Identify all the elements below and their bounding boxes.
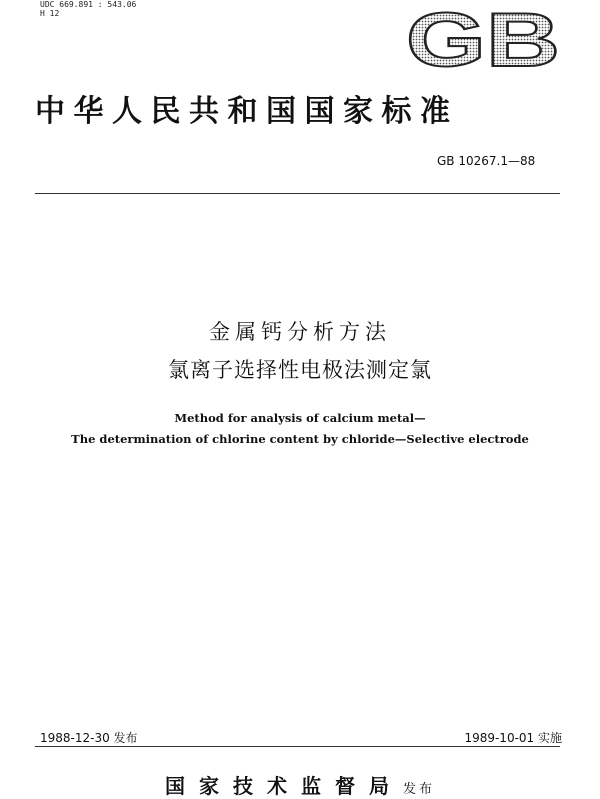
title-en-line2: The determination of chlorine content by chloride—Selective electrode bbox=[71, 432, 529, 446]
udc-code: UDC 669.891 : 543.06 bbox=[40, 0, 137, 9]
standard-number: GB 10267.1—88 bbox=[437, 154, 536, 168]
title-cn-line2: 氯离子选择性电极法测定氯 bbox=[168, 358, 432, 382]
title-en-line1: Method for analysis of calcium metal— bbox=[174, 411, 426, 425]
issuer-line bbox=[0, 770, 600, 799]
standard-name: 中华人民共和国国家标准 bbox=[35, 94, 459, 129]
issue-date: 1988-12-30 发布 bbox=[40, 731, 138, 745]
gb-logo bbox=[403, 8, 563, 70]
issuer-name: 国家技术监督局 bbox=[164, 774, 403, 798]
footer-divider bbox=[35, 746, 560, 747]
gb-logo-text: GB bbox=[406, 8, 560, 70]
header-divider bbox=[35, 193, 560, 194]
classification-block bbox=[40, 0, 136, 18]
issuer-suffix: 发布 bbox=[402, 782, 435, 797]
class-code: H 12 bbox=[40, 9, 60, 18]
effective-date: 1989-10-01 实施 bbox=[464, 731, 562, 745]
title-cn-line1: 金属钙分析方法 bbox=[209, 320, 391, 344]
